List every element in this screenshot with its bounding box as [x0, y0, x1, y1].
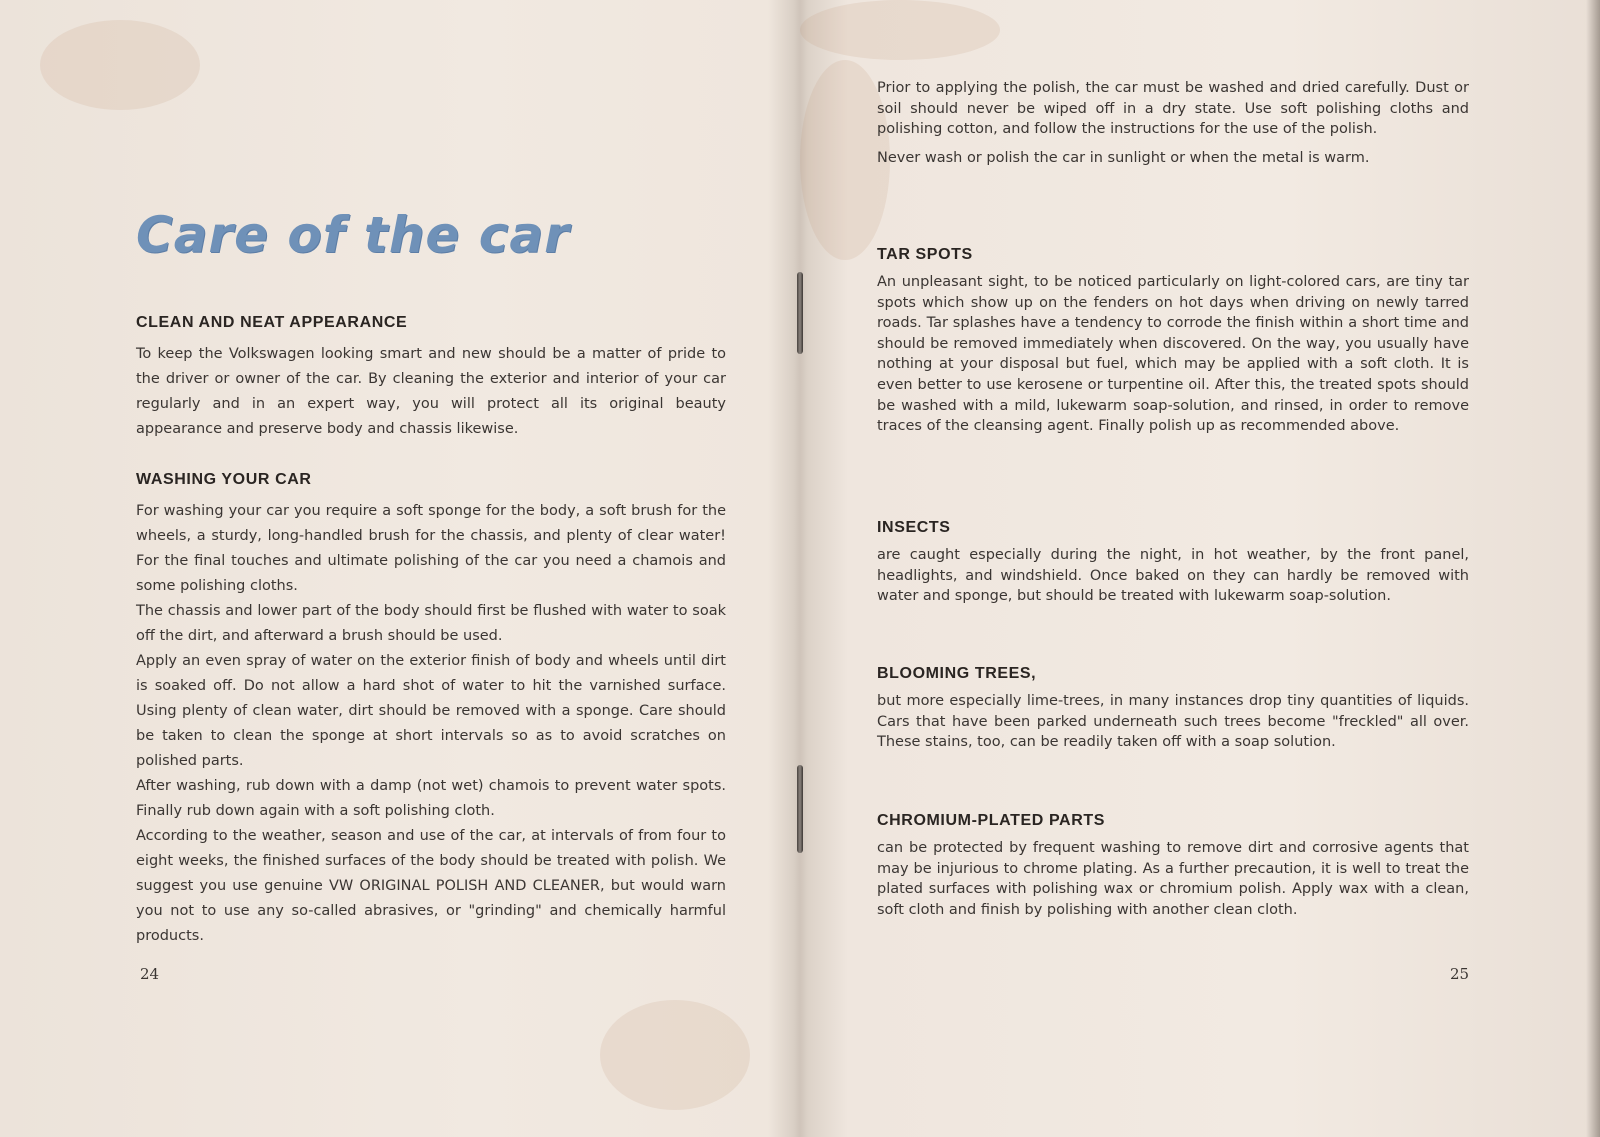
paragraph: Prior to applying the polish, the car must be washed and dried carefully. Dust or soil should never be wiped off in a dry state. Use soft polishing cloths and polishing cotton, and follow the instructions for the use of the polish.: [877, 80, 1469, 138]
paper-stain: [40, 20, 200, 110]
paragraph: Never wash or polish the car in sunlight or when the metal is warm.: [877, 149, 1370, 166]
section-heading: INSECTS: [877, 519, 951, 536]
right-page: [800, 0, 1600, 1137]
paragraph: Apply an even spray of water on the exterior finish of body and wheels until dirt is soaked off. Do not allow a hard shot of water to hit the varnished surface. Using plenty of clean water, dirt should be removed with a sponge. Care should be taken to clean the sponge at short intervals so as to avoid scratches on polished parts.: [136, 653, 726, 769]
paragraph: are caught especially during the night, in hot weather, by the front panel, headlights, and windshield. Once baked on they can hardly be removed with water and sponge, but should be treated with lukewarm soap-solution.: [877, 547, 1469, 605]
paragraph: can be protected by frequent washing to remove dirt and corrosive agents that may be injurious to chrome plating. As a further precaution, it is well to treat the plated surfaces with polishing wax or chromium polish. Apply wax with a clean, soft cloth and finish by polishing with another clean cloth.: [877, 840, 1469, 918]
paragraph: The chassis and lower part of the body should first be flushed with water to soak off the dirt, and afterward a brush should be used.: [136, 603, 726, 644]
page-number: 25: [1450, 965, 1470, 983]
paper-stain: [600, 1000, 750, 1110]
section-heading: WASHING YOUR CAR: [136, 471, 312, 488]
paper-stain: [800, 0, 1000, 60]
section-heading: TAR SPOTS: [877, 246, 973, 263]
section-heading: CHROMIUM-PLATED PARTS: [877, 812, 1105, 829]
right-section-tar-spots: [877, 246, 1469, 437]
right-intro: [877, 78, 1469, 168]
paragraph: For washing your car you require a soft sponge for the body, a soft brush for the wheels, a sturdy, long-handled brush for the chassis, and plenty of clear water! For the final touches and ultimate polishing of the car you need a chamois and some polishing cloths.: [136, 503, 726, 594]
section-heading: BLOOMING TREES,: [877, 665, 1037, 682]
right-section-blooming-trees: [877, 665, 1469, 753]
page-number: 24: [140, 965, 160, 983]
page-title: Care of the car: [136, 206, 570, 264]
right-section-chromium: [877, 812, 1469, 920]
paragraph: After washing, rub down with a damp (not wet) chamois to prevent water spots. Finally rub down again with a soft polishing cloth.: [136, 778, 726, 819]
paragraph: but more especially lime-trees, in many instances drop tiny quantities of liquids. Cars that have been parked underneath such trees become "freckled" all over. These stains, too, can be readily taken off with a soap solution.: [877, 693, 1469, 751]
paragraph: An unpleasant sight, to be noticed particularly on light-colored cars, are tiny tar spots which show up on the fenders on hot days when driving on newly tarred roads. Tar splashes have a tendency to corrode the finish within a short time and should be removed immediately when discovered. On the way, you usually have nothing at your disposal but fuel, which may be applied with a soft cloth. It is even better to use kerosene or turpentine oil. After this, the treated spots should be washed with a mild, lukewarm soap-solution, and rinsed, in order to remove traces of the cleansing agent. Finally polish up as recommended above.: [877, 274, 1469, 435]
paragraph: According to the weather, season and use of the car, at intervals of from four to eight weeks, the finished surfaces of the body should be treated with polish. We suggest you use genuine VW ORIGINAL POLISH AND CLEANER, but would warn you not to use any so-called abrasives, or "grinding" and chemically harmful products.: [136, 828, 726, 944]
left-section-washing: [136, 471, 726, 949]
section-heading: CLEAN AND NEAT APPEARANCE: [136, 314, 408, 331]
paragraph: To keep the Volkswagen looking smart and new should be a matter of pride to the driver or owner of the car. By cleaning the exterior and interior of your car regularly and in an expert way, you will protect all its original beauty appearance and preserve body and chassis likewise.: [136, 346, 726, 437]
right-section-insects: [877, 519, 1469, 607]
left-section-clean-appearance: [136, 314, 726, 442]
